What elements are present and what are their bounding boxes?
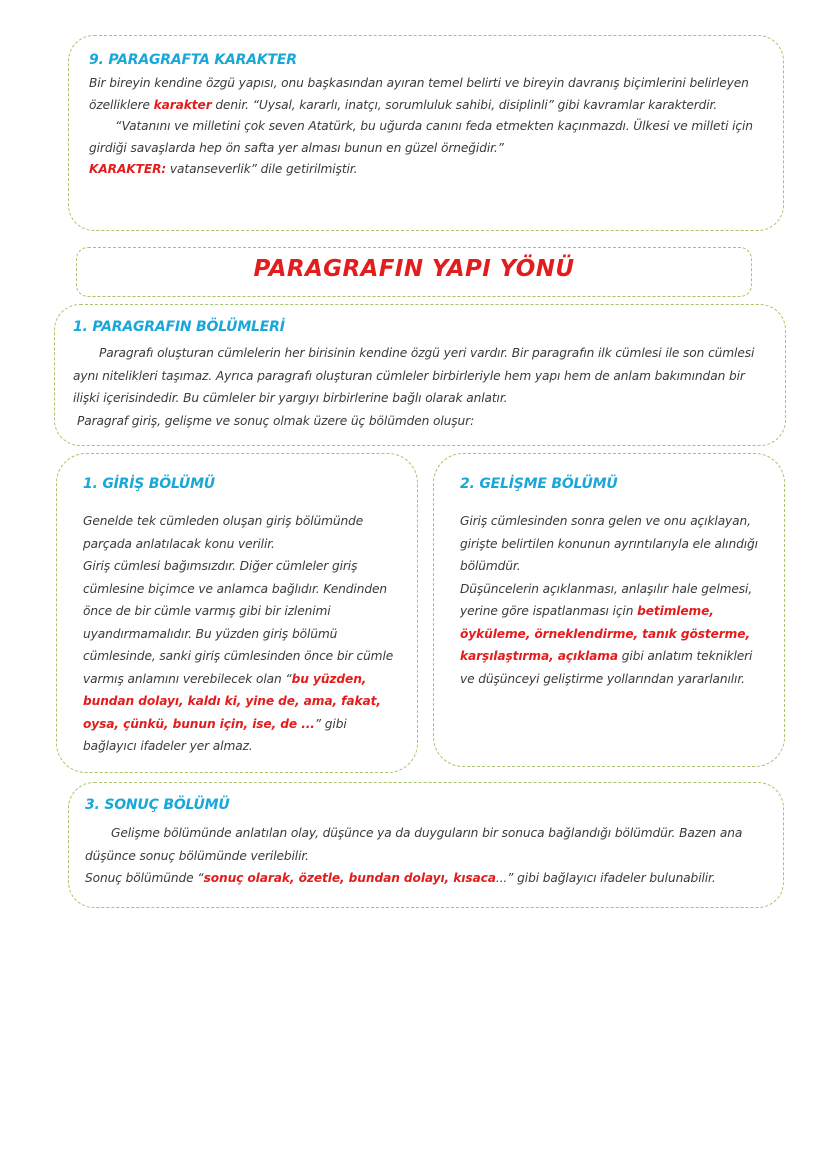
- bolumler-summary: Paragraf giriş, gelişme ve sonuç olmak üzere üç bölümden oluşur:: [77, 413, 475, 428]
- giris-paragraph-2: [83, 555, 399, 758]
- karakter-answer-text: vatanseverlik” dile getirilmiştir.: [166, 162, 358, 176]
- sonuc-heading: 3. SONUÇ BÖLÜMÜ: [85, 797, 230, 813]
- gelisme-heading: 2. GELİŞME BÖLÜMÜ: [460, 476, 618, 492]
- karakter-heading: 9. PARAGRAFTA KARAKTER: [89, 52, 297, 68]
- sonuc-paragraph-2-b: ...” gibi bağlayıcı ifadeler bulunabilir.: [495, 871, 716, 885]
- bolumler-heading: 1. PARAGRAFIN BÖLÜMLERİ: [73, 319, 285, 335]
- bolumler-paragraph: Paragrafı oluşturan cümlelerin her birisinin kendine özgü yeri vardır. Bir paragrafın ilk cümlesi ile son cümlesi aynı nitelikleri taşımaz. Ayrıca paragrafı oluşturan cümleler birbirleriyle hem yapı hem de anlam bakımından bir ilişki içerisindedir. Bu cümleler bir yargıyı birbirlerine bağlı olarak anlatır.: [73, 346, 755, 405]
- sonuc-section: [68, 782, 784, 908]
- karakter-answer: [89, 159, 763, 181]
- sonuc-paragraph-2-a: Sonuç bölümünde “: [85, 871, 204, 885]
- sonuc-connectors: sonuç olarak, özetle, bundan dolayı, kısaca: [203, 871, 496, 885]
- gelisme-paragraph-2-b: gibi anlatım teknikleri ve düşünceyi geliştirme yollarından yararlanılır.: [460, 649, 753, 686]
- karakter-answer-label: KARAKTER:: [89, 162, 167, 176]
- gelisme-paragraph-2-a: Düşüncelerin açıklanması, anlaşılır hale gelmesi, yerine göre ispatlanması için: [460, 581, 753, 618]
- giris-paragraph-2-a: Giriş cümlesi bağımsızdır. Diğer cümleler giriş cümlesine biçimce ve anlamca bağlıdır. Kendinden önce de bir cümle varmış gibi bir izlenimi uyandırmamalıdır. Bu yüzden giriş bölümü cümlesinde, sanki giriş cümlesinden önce bir cümle varmış anlamını verebilecek olan “: [83, 559, 394, 686]
- bolumler-section: [54, 304, 786, 446]
- gelisme-section: [433, 453, 785, 767]
- giris-section: [56, 453, 418, 773]
- karakter-term: karakter: [153, 97, 212, 112]
- giris-paragraph-1: Genelde tek cümleden oluşan giriş bölümünde parçada anlatılacak konu verilir.: [83, 514, 364, 551]
- main-title-box: [76, 247, 752, 297]
- giris-connectors: bu yüzden, bundan dolayı, kaldı ki, yine de, ama, fakat, oysa, çünkü, bunun için, ise, de ...: [83, 671, 381, 731]
- karakter-definition: [89, 73, 763, 116]
- sonuc-paragraph-1: Gelişme bölümünde anlatılan olay, düşünce ya da duyguların bir sonuca bağlandığı bölümdür. Bazen ana düşünce sonuç bölümünde verilebilir.: [85, 826, 743, 863]
- karakter-quote: “Vatanını ve milletini çok seven Atatürk, bu uğurda canını feda etmekten kaçınmazdı. Ülkesi ve milleti için girdiği savaşlarda hep ön safta yer alması bunun en güzel örneğidir.”: [89, 119, 753, 155]
- gelisme-paragraph-2: [460, 578, 768, 691]
- gelisme-paragraph-1: Giriş cümlesinden sonra gelen ve onu açıklayan, girişte belirtilen konunun ayrıntılarıyla ele alındığı bölümdür.: [460, 514, 758, 573]
- karakter-definition-a: Bir bireyin kendine özgü yapısı, onu başkasından ayıran temel belirti ve bireyin davranış biçimlerini belirleyen özelliklere: [89, 76, 749, 112]
- karakter-definition-b: denir. “Uysal, kararlı, inatçı, sorumluluk sahibi, disiplinli” gibi kavramlar karakterdir.: [211, 97, 718, 112]
- gelisme-techniques: betimleme, öyküleme, örneklendirme, tanık gösterme, karşılaştırma, açıklama: [460, 604, 750, 663]
- sonuc-paragraph-2: [85, 867, 765, 890]
- giris-heading: 1. GİRİŞ BÖLÜMÜ: [83, 476, 215, 492]
- karakter-section: [68, 35, 784, 231]
- page-title: PARAGRAFIN YAPI YÖNÜ: [253, 256, 575, 282]
- giris-paragraph-2-b: ” gibi bağlayıcı ifadeler yer almaz.: [83, 716, 347, 753]
